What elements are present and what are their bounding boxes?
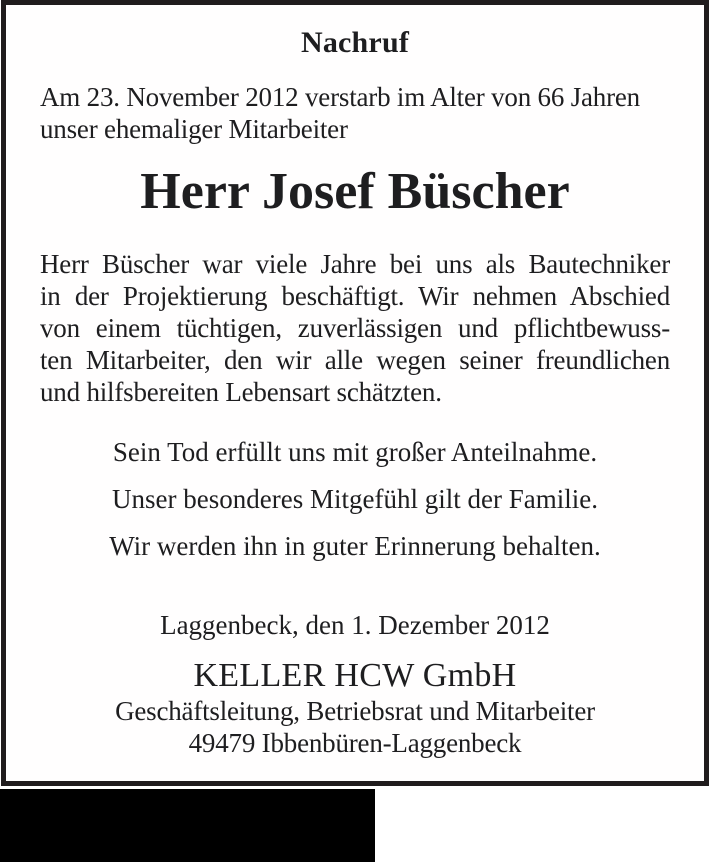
body-line: in der Projektierung beschäftigt. Wir nehmen Abschied <box>40 281 670 311</box>
intro-line: unser ehemaliger Mitarbeiter <box>40 114 348 144</box>
body-line: und hilfsbereiten Lebensart schätzten. <box>40 377 442 407</box>
tribute-section <box>40 436 670 562</box>
tribute-line: Sein Tod erfüllt uns mit großer Anteilnahme. <box>112 437 598 467</box>
dateline: Laggenbeck, den 1. Dezember 2012 <box>160 610 550 640</box>
company-location: 49479 Ibbenbüren-Laggenbeck <box>188 728 522 758</box>
body-paragraph <box>40 248 670 408</box>
obituary-notice-frame <box>1 0 709 786</box>
deceased-name: Herr Josef Büscher <box>140 163 570 220</box>
signatories: Geschäftsleitung, Betriebsrat und Mitarbeiter <box>115 696 595 726</box>
body-line: von einem tüchtigen, zuverlässigen und pflichtbewuss- <box>40 313 670 343</box>
tribute-line: Unser besonderes Mitgefühl gilt der Familie. <box>112 484 598 514</box>
body-line: ten Mitarbeiter, den wir alle wegen seiner freundlichen <box>40 345 670 375</box>
tribute-line: Wir werden ihn in guter Erinnerung behalten. <box>109 531 601 561</box>
company-name: KELLER HCW GmbH <box>193 657 517 694</box>
intro-text <box>40 81 670 145</box>
intro-line: Am 23. November 2012 verstarb im Alter von 66 Jahren <box>40 82 640 112</box>
redaction-bar <box>0 789 375 862</box>
body-line: Herr Büscher war viele Jahre bei uns als Bautechniker <box>40 249 670 279</box>
notice-title: Nachruf <box>300 26 410 59</box>
